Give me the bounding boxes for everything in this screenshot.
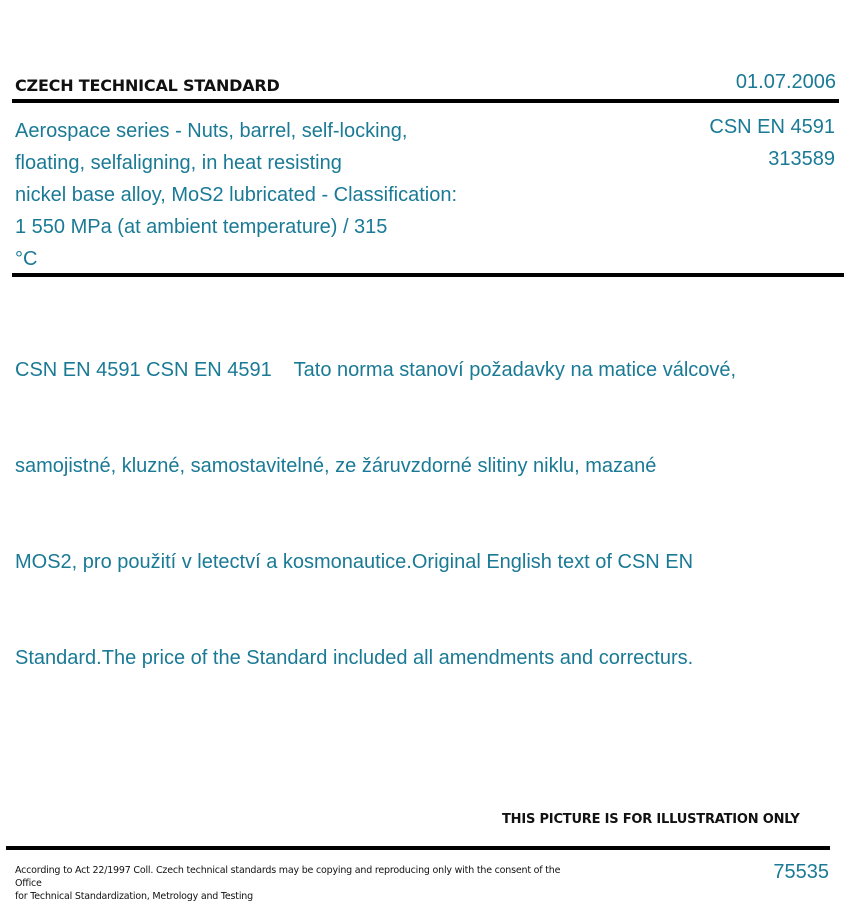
document-heading: CZECH TECHNICAL STANDARD <box>15 76 280 95</box>
title-line: floating, selfaligning, in heat resisting <box>15 152 342 174</box>
legal-notice <box>15 864 585 903</box>
title-line: °C <box>15 248 38 270</box>
illustration-disclaimer: THIS PICTURE IS FOR ILLUSTRATION ONLY <box>502 812 800 827</box>
description-line: samojistné, kluzné, samostavitelné, ze žáruvzdorné slitiny niklu, mazané <box>15 455 657 477</box>
footer-divider <box>6 846 830 850</box>
legal-line: According to Act 22/1997 Coll. Czech technical standards may be copying and reproducing only with the consent of the Office <box>15 865 561 889</box>
description-line: Standard.The price of the Standard included all amendments and correcturs. <box>15 647 694 669</box>
description-line: MOS2, pro použití v letectví a kosmonautice.Original English text of CSN EN <box>15 551 694 573</box>
footer-number: 75535 <box>773 861 829 883</box>
standard-number: CSN EN 4591 <box>709 116 835 138</box>
standard-title <box>15 115 505 275</box>
title-line: 1 550 MPa (at ambient temperature) / 315 <box>15 216 388 238</box>
publication-date: 01.07.2006 <box>735 71 836 93</box>
catalog-number: 313589 <box>768 148 835 170</box>
title-divider <box>12 273 844 277</box>
legal-line: for Technical Standardization, Metrology and Testing <box>15 891 253 902</box>
standard-description <box>15 290 815 706</box>
title-line: Aerospace series - Nuts, barrel, self-locking, <box>15 120 408 142</box>
title-line: nickel base alloy, MoS2 lubricated - Classification: <box>15 184 458 206</box>
header-divider <box>12 99 839 103</box>
description-line: CSN EN 4591 CSN EN 4591 Tato norma stanoví požadavky na matice válcové, <box>15 359 737 381</box>
